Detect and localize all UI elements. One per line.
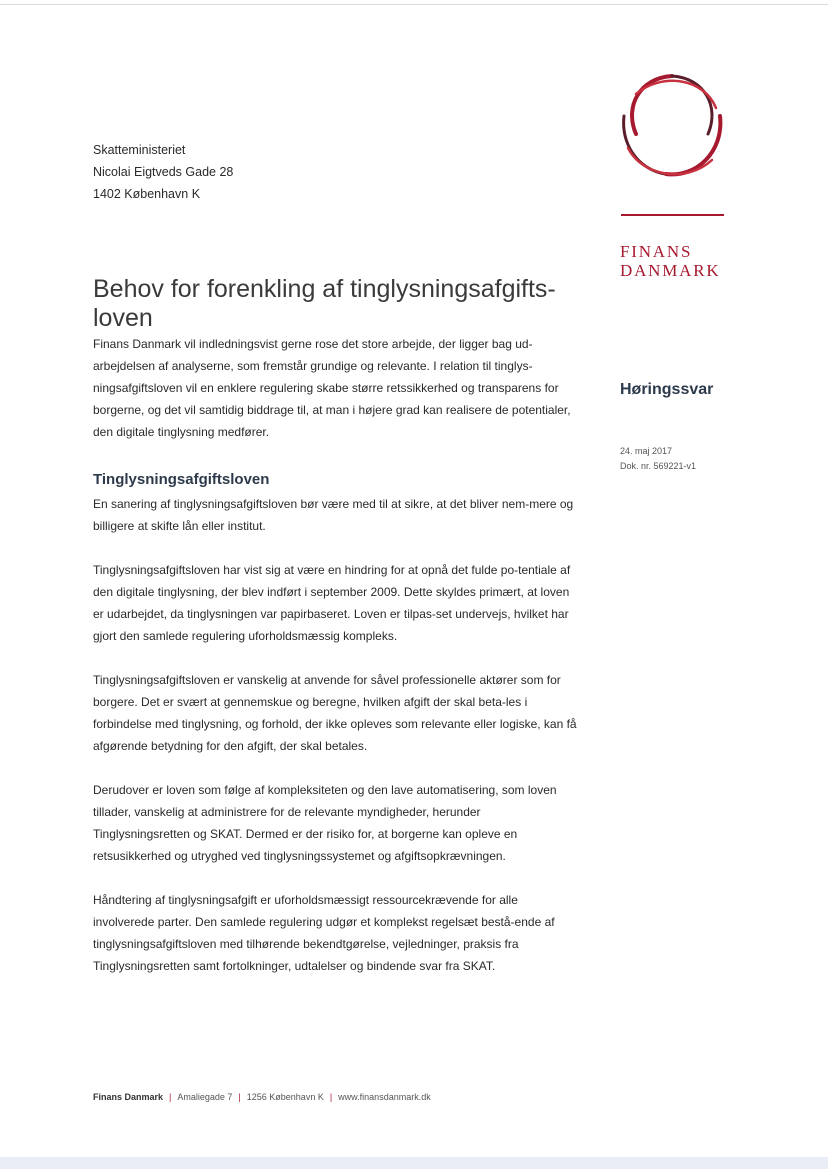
recipient-line-3: 1402 København K — [93, 187, 201, 201]
footer-separator: | — [238, 1092, 241, 1102]
brand-wordmark — [620, 242, 720, 280]
document-type: Høringssvar — [620, 381, 714, 398]
brand-line-1: FINANS — [620, 242, 693, 261]
page-title: Behov for forenkling af tinglysningsafgifts-loven — [93, 275, 556, 332]
document-date: 24. maj 2017 — [620, 446, 673, 456]
intro-block — [93, 333, 578, 443]
document-meta — [620, 444, 696, 474]
top-edge-rule — [0, 4, 828, 5]
body-paragraph-1 — [93, 493, 578, 537]
page-footer — [93, 1092, 431, 1102]
paragraph-text: Tinglysningsafgiftsloven har vist sig at være en hindring for at opnå det fulde po-tentiale af den digitale tinglysning, der blev indført i september 2009. Dette skyldes primært, at loven er udarbejdet, da tinglysningen var papirbaseret. Loven er tilpas-set undervejs, hvilket har gjort den samlede regulering uforholdsmæssig kompleks. — [93, 563, 571, 643]
finans-danmark-logo-icon — [612, 68, 732, 188]
body-paragraph-5 — [93, 889, 578, 977]
bottom-scan-edge — [0, 1157, 828, 1169]
section-heading: Tinglysningsafgiftsloven — [93, 471, 270, 488]
brand-line-2: DANMARK — [620, 261, 721, 280]
paragraph-text: Håndtering af tinglysningsafgift er uforholdsmæssigt ressourcekrævende for alle involverede parter. Den samlede regulering udgør et komplekst regelsæt bestå-ende af tinglysningsafgiftsloven med tilhørende bekendtgørelse, vejledninger, praksis fra Tinglysningsretten samt fortolkninger, udtalelser og bindende svar fra SKAT. — [93, 893, 555, 973]
brand-divider — [621, 214, 724, 216]
recipient-line-1: Skatteministeriet — [93, 143, 186, 157]
intro-paragraph: Finans Danmark vil indledningsvist gerne rose det store arbejde, der ligger bag ud-arbejdelsen af analyserne, som fremstår grundige og relevante. I relation til tinglys-ningsafgiftsloven vil en enklere regulering skabe større retssikkerhed og transparens for borgerne, og det vil samtidig biddrage til, at man i højere grad kan realisere de potentialer, den digitale tinglysning medfører. — [93, 337, 571, 439]
footer-separator: | — [169, 1092, 172, 1102]
paragraph-text: En sanering af tinglysningsafgiftsloven bør være med til at sikre, at det bliver nem-mere og billigere at skifte lån eller institut. — [93, 497, 574, 533]
footer-separator: | — [329, 1092, 333, 1102]
footer-city: 1256 København K — [246, 1092, 324, 1102]
paragraph-text: Tinglysningsafgiftsloven er vanskelig at anvende for såvel professionelle aktører som for borgere. Det er svært at gennemskue og beregne, hvilken afgift der skal beta-les i forbindelse med tinglysning, og forhold, der ikke opleves som relevante eller logiske, kan få afgørende betydning for den afgift, der skal betales. — [93, 673, 577, 753]
body-paragraph-4 — [93, 779, 578, 867]
document-number: Dok. nr. 569221-v1 — [620, 461, 697, 471]
footer-address: Amaliegade 7 — [177, 1092, 233, 1102]
recipient-address — [93, 139, 233, 205]
footer-website-link[interactable]: www.finansdanmark.dk — [338, 1092, 431, 1102]
recipient-line-2: Nicolai Eigtveds Gade 28 — [93, 165, 234, 179]
paragraph-text: Derudover er loven som følge af kompleksiteten og den lave automatisering, som loven tillader, vanskelig at administrere for de relevante myndigheder, herunder Tinglysningsretten og SKAT. Dermed er der risiko for, at borgerne kan opleve en retsusikkerhed og utryghed ved tinglysningssystemet og afgiftsopkrævningen. — [93, 783, 557, 863]
footer-org: Finans Danmark — [93, 1092, 164, 1102]
body-paragraph-2 — [93, 559, 578, 647]
body-paragraph-3 — [93, 669, 578, 757]
